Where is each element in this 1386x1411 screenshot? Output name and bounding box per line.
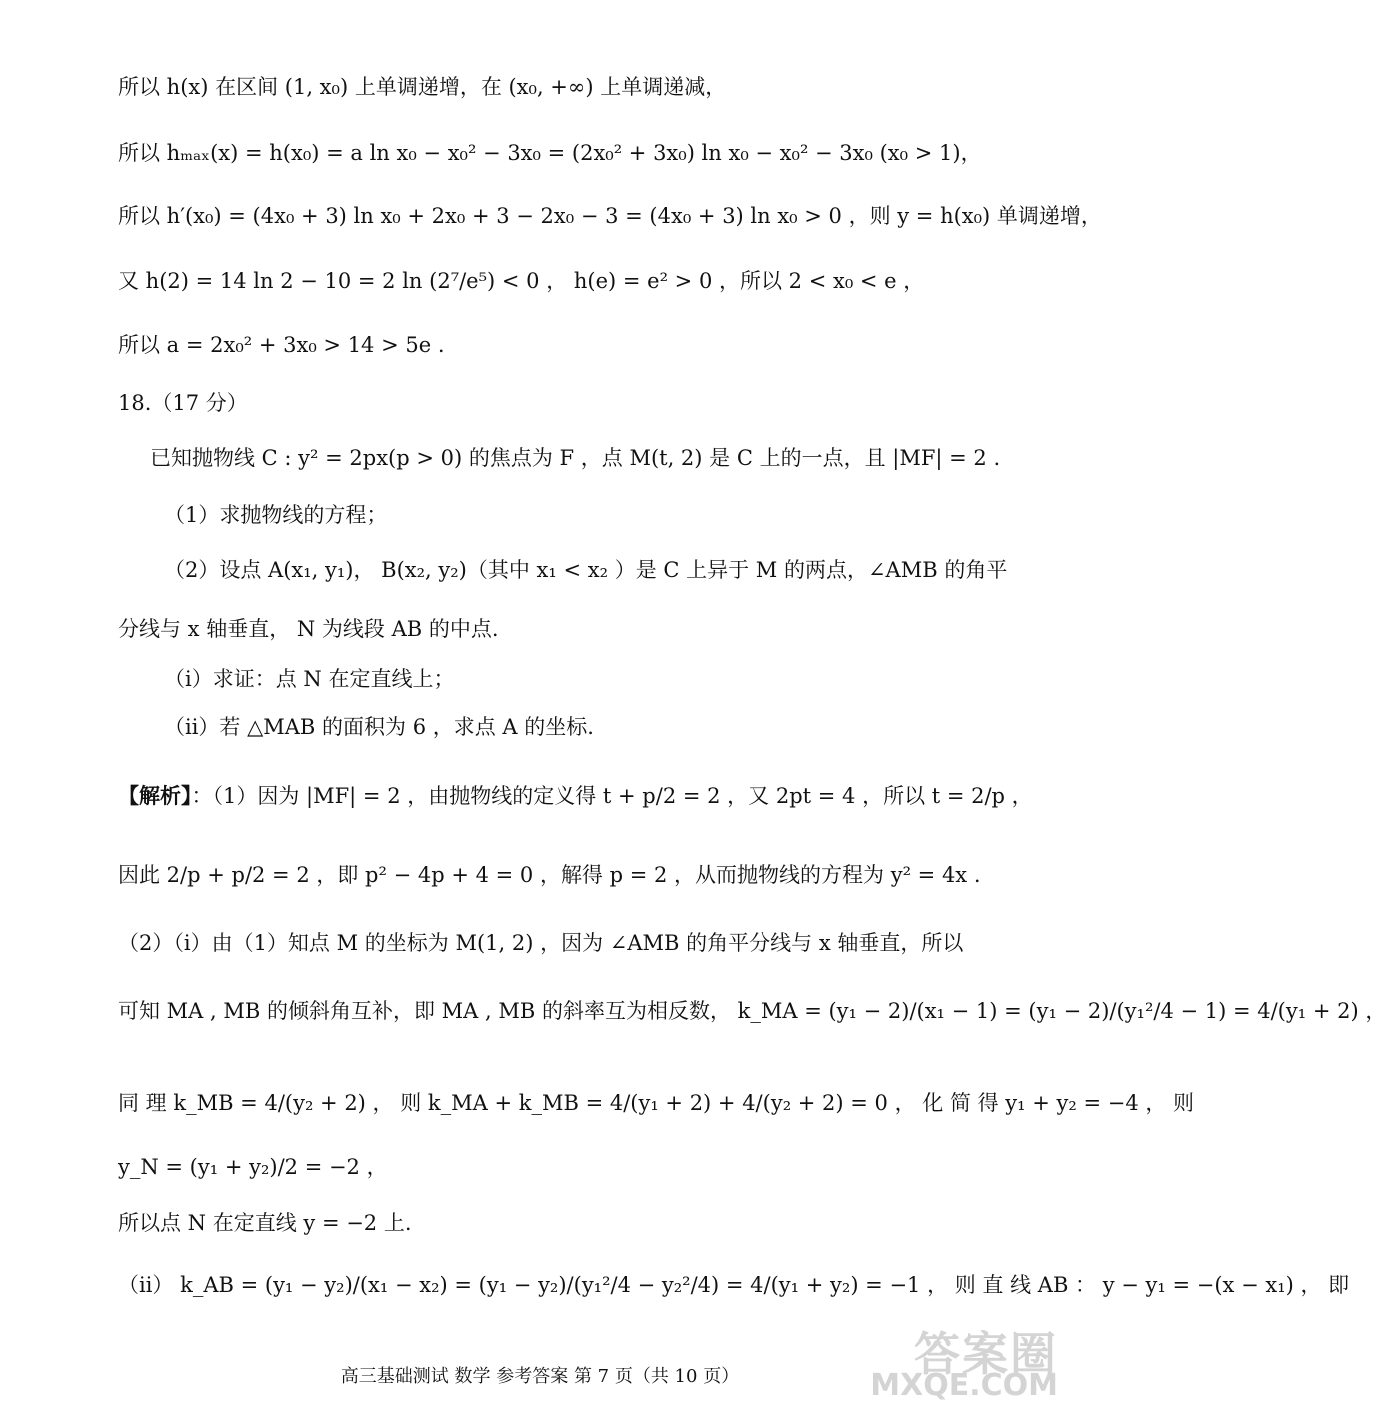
text-line: 所以点 N 在定直线 y = −2 上. — [118, 1211, 412, 1235]
question-number: 18.（17 分） — [118, 391, 248, 415]
analysis-line — [118, 781, 1033, 811]
text-line: 同 理 k_MB = 4/(y₂ + 2) ， 则 k_MA + k_MB = 4/(y₁ + 2) + 4/(y₂ + 2) = 0 ， 化 简 得 y₁ + y₂ = −4 ， 则 — [118, 1091, 1195, 1115]
sub-question-2-cont: 分线与 x 轴垂直， N 为线段 AB 的中点. — [118, 617, 499, 641]
question-stem: 已知抛物线 C : y² = 2px(p > 0) 的焦点为 F ，点 M(t, 2) 是 C 上的一点，且 |MF| = 2 . — [150, 446, 1001, 470]
text-line: 所以 a = 2x₀² + 3x₀ > 14 > 5e . — [118, 333, 445, 357]
text-line: 所以 h(x) 在区间 (1, x₀) 上单调递增，在 (x₀, +∞) 上单调递减， — [118, 75, 727, 99]
sub-question-1: （1）求抛物线的方程； — [164, 503, 388, 527]
text-line: （ⅱ） k_AB = (y₁ − y₂)/(x₁ − x₂) = (y₁ − y₂)/(y₁²/4 − y₂²/4) = 4/(y₁ + y₂) = −1 ， 则 直 线 AB ： y − y₁ = −(x − x₁) ， 即 — [118, 1273, 1350, 1297]
watermark-text-en: MXQE.COM — [870, 1368, 1058, 1403]
watermark-text-cn: 答案圈 — [914, 1327, 1058, 1381]
analysis-text: ：（1）因为 |MF| = 2 ，由抛物线的定义得 t + p/2 = 2 ，又 2pt = 4 ，所以 t = 2/p ， — [191, 784, 1033, 808]
watermark-logo — [868, 1318, 1058, 1404]
text-line: 因此 2/p + p/2 = 2 ，即 p² − 4p + 4 = 0 ，解得 p = 2 ，从而抛物线的方程为 y² = 4x . — [118, 863, 981, 887]
text-line: 所以 hₘₐₓ(x) = h(x₀) = a ln x₀ − x₀² − 3x₀ = (2x₀² + 3x₀) ln x₀ − x₀² − 3x₀ (x₀ > 1)， — [118, 141, 982, 165]
text-line: 所以 h′(x₀) = (4x₀ + 3) ln x₀ + 2x₀ + 3 − 2x₀ − 3 = (4x₀ + 3) ln x₀ > 0 ，则 y = h(x₀) 单调递增， — [118, 204, 1102, 228]
text-line: 又 h(2) = 14 ln 2 − 10 = 2 ln (2⁷/e⁵) < 0 ， h(e) = e² > 0 ，所以 2 < x₀ < e ， — [118, 269, 925, 293]
page-footer: 高三基础测试 数学 参考答案 第 7 页（共 10 页） — [340, 1366, 740, 1387]
text-line: y_N = (y₁ + y₂)/2 = −2 ， — [118, 1155, 388, 1179]
text-line: （2）（ⅰ）由（1）知点 M 的坐标为 M(1, 2) ，因为 ∠AMB 的角平分线与 x 轴垂直，所以 — [118, 931, 964, 955]
sub-question-2: （2）设点 A(x₁, y₁)， B(x₂, y₂)（其中 x₁ < x₂ ）是 C 上异于 M 的两点，∠AMB 的角平 — [164, 558, 1008, 582]
sub-question-2i: （ⅰ）求证：点 N 在定直线上； — [164, 667, 455, 691]
text-line: 可知 MA , MB 的倾斜角互补，即 MA , MB 的斜率互为相反数， k_MA = (y₁ − 2)/(x₁ − 1) = (y₁ − 2)/(y₁²/4 − 1) = 4/(y₁ + 2) ， — [118, 999, 1386, 1023]
analysis-label: 【解析】 — [118, 783, 192, 808]
sub-question-2ii: （ⅱ）若 △MAB 的面积为 6 ，求点 A 的坐标. — [164, 715, 594, 739]
